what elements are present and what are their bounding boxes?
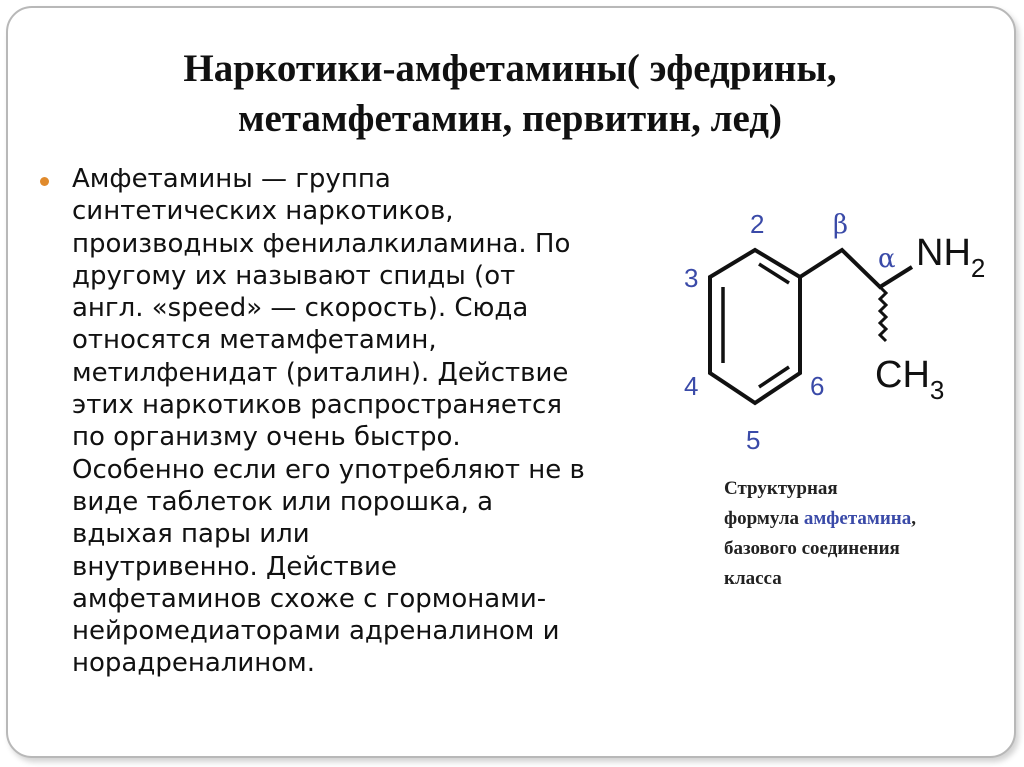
methyl-group bbox=[875, 354, 944, 405]
title-line-1: Наркотики-амфетамины( эфедрины, bbox=[183, 47, 837, 90]
bullet-line: внутривенно. Действие bbox=[72, 551, 397, 582]
caption-prefix: формула bbox=[724, 508, 804, 529]
bullet-text bbox=[72, 163, 662, 680]
methyl-label: CH bbox=[875, 354, 930, 396]
bullet-line: амфетаминов схоже с гормонами- bbox=[72, 583, 547, 614]
caption-suffix: , bbox=[911, 508, 916, 529]
caption-line-1: Структурная bbox=[724, 478, 838, 499]
amine-group bbox=[916, 232, 985, 283]
position-label: 5 bbox=[746, 425, 761, 455]
caption-accent: амфетамина bbox=[803, 508, 912, 529]
bullet-line: Особенно если его употребляют не в bbox=[72, 454, 585, 485]
bullet-line: производных фенилалкиламина. По bbox=[72, 228, 571, 259]
caption-line-2 bbox=[724, 504, 1024, 534]
caption-line-3: базового соединения bbox=[724, 538, 900, 559]
methyl-subscript: 3 bbox=[929, 375, 945, 405]
caption-line-4: класса bbox=[724, 568, 782, 589]
bullet-line: этих наркотиков распространяется bbox=[72, 390, 562, 421]
wavy-bond bbox=[880, 287, 886, 341]
position-label: 2 bbox=[750, 209, 765, 239]
bullet-line: виде таблеток или порошка, а bbox=[72, 486, 494, 517]
bullet-line: норадреналином. bbox=[72, 648, 316, 679]
bullet-line: англ. «speed» — скорость). Сюда bbox=[72, 293, 529, 324]
amine-subscript: 2 bbox=[970, 253, 986, 283]
bullet-line: другому их называют спиды (от bbox=[72, 260, 516, 291]
bullet-line: относятся метамфетамин, bbox=[72, 325, 437, 356]
amphetamine-structure-diagram bbox=[670, 195, 1000, 465]
bullet-line: Амфетамины — группа bbox=[72, 164, 391, 194]
bullet-line: вдыхая пары или bbox=[72, 519, 310, 550]
slide-title bbox=[60, 44, 960, 144]
bullet-dot-icon bbox=[40, 177, 49, 186]
beta-label: β bbox=[833, 210, 849, 240]
amine-label: NH bbox=[916, 232, 971, 274]
alpha-label: α bbox=[878, 244, 896, 274]
bullet-line: синтетических наркотиков, bbox=[72, 196, 454, 227]
bullet-line: по организму очень быстро. bbox=[72, 422, 461, 453]
position-label: 3 bbox=[684, 263, 699, 293]
position-label: 4 bbox=[684, 371, 699, 401]
position-label: 6 bbox=[810, 371, 825, 401]
diagram-caption bbox=[724, 474, 1024, 594]
bullet-line: нейромедиаторами адреналином и bbox=[72, 616, 560, 647]
bullet-line: метилфенидат (риталин). Действие bbox=[72, 357, 569, 388]
title-line-2: метамфетамин, первитин, лед) bbox=[237, 97, 782, 140]
